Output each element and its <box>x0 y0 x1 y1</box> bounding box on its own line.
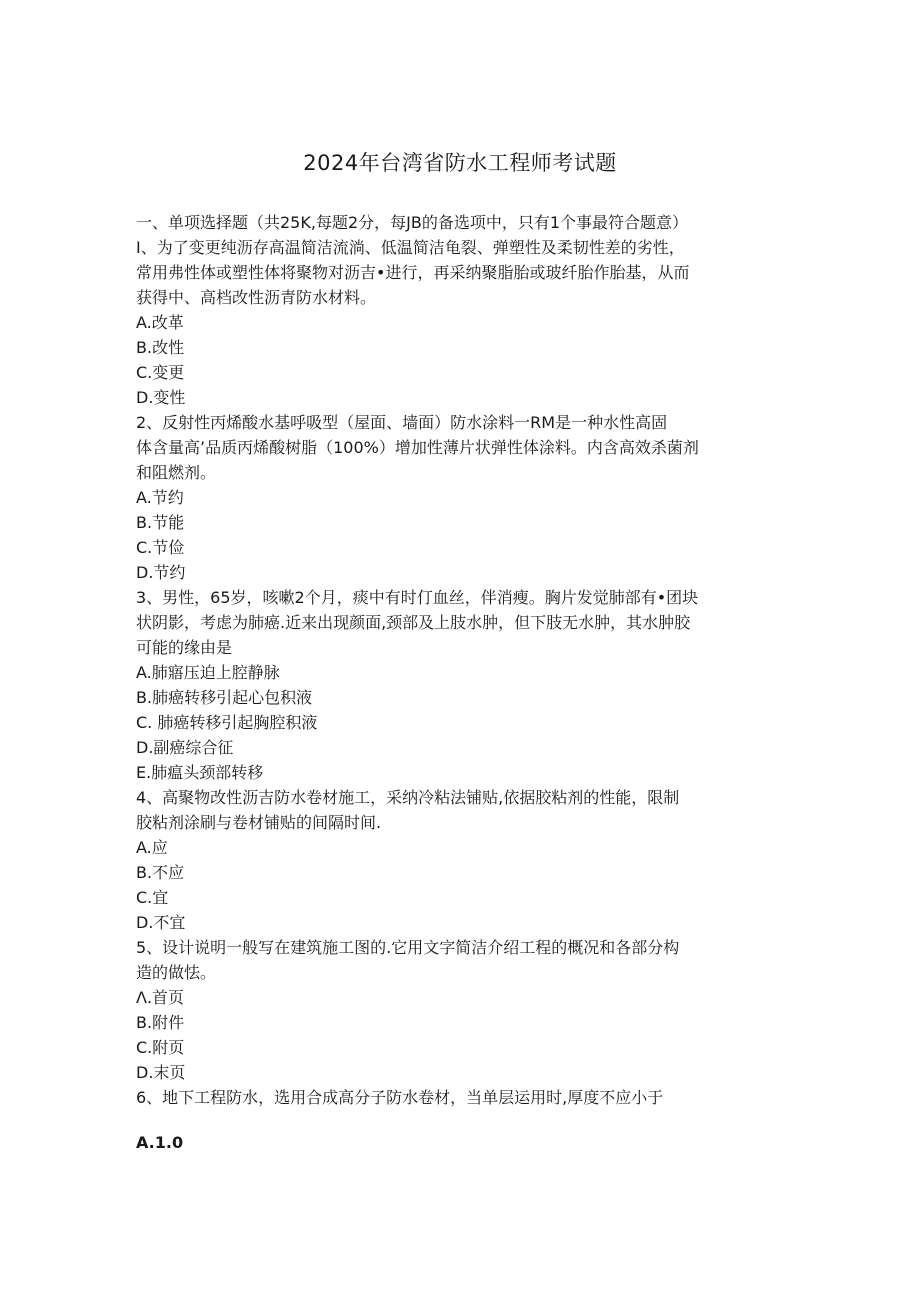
option-d: D.末页 <box>136 1063 186 1082</box>
option-c: C.附页 <box>136 1038 185 1057</box>
section-header: 一、单项选择题（共25K,每题2分，每JB的备选项中，只有1个事最符合题意） <box>136 213 688 232</box>
option-d: D.不宜 <box>136 913 186 932</box>
option-c: C.变更 <box>136 363 185 382</box>
option-d: D.变性 <box>136 388 186 407</box>
option-a: Λ.首页 <box>136 988 185 1007</box>
question-text-line: 和阻燃剂。 <box>136 463 217 482</box>
question-text-line: I、为了变更纯沥存高温简洁流淌、低温简洁龟裂、弹塑性及柔韧性差的劣性， <box>136 238 685 257</box>
option-b: B.附件 <box>136 1013 185 1032</box>
question-5 <box>136 935 786 1085</box>
question-text-line: 4、高聚物改性沥吉防水卷材施工，采纳冷粘法铺贴,依据胶粘剂的性能，限制 <box>136 788 680 807</box>
option-b: B.改性 <box>136 338 185 357</box>
option-e: E.肺瘟头颈部转移 <box>136 763 264 782</box>
question-text-line: 状阴影，考虑为肺癌.近来出现颜面,颈部及上肢水肿，但下肢无水肿，其水肿胶 <box>136 613 691 632</box>
option-b: B.节能 <box>136 513 185 532</box>
question-text-line: 可能的缘由是 <box>136 638 233 657</box>
option-a: A.节约 <box>136 488 184 507</box>
question-text-line: 胶粘剂涂刷与卷材铺贴的间隔时间. <box>136 813 382 832</box>
question-2 <box>136 410 786 585</box>
option-c: C.宜 <box>136 888 169 907</box>
option-a: A.改革 <box>136 313 184 332</box>
option-b: B.不应 <box>136 863 185 882</box>
option-c: C.节俭 <box>136 538 185 557</box>
question-text-line: 造的做怯。 <box>136 963 217 982</box>
question-6 <box>136 1085 786 1110</box>
question-4 <box>136 785 786 935</box>
blank-gap <box>136 1110 786 1130</box>
option-a: A.1.0 <box>136 1133 184 1152</box>
question-3 <box>136 585 786 785</box>
option-c: C. 肺癌转移引起胸腔积液 <box>136 713 318 732</box>
question-text-line: 获得中、高档改性沥青防水材料。 <box>136 288 377 307</box>
page-title: 2024年台湾省防水工程师考试题 <box>303 151 617 175</box>
option-b: B.肺癌转移引起心包积液 <box>136 688 313 707</box>
question-text-line: 常用弗性体或塑性体将聚物对沥吉•进行，再采纳聚脂胎或玻纤胎作胎基，从而 <box>136 263 690 282</box>
option-a: A.肺寤压迫上腔静脉 <box>136 663 280 682</box>
exam-content <box>136 210 786 1155</box>
option-a: A.应 <box>136 838 168 857</box>
question-1 <box>136 235 786 410</box>
question-text-line: 5、设计说明一般写在建筑施工图的.它用文字简洁介绍工程的概况和各部分构 <box>136 938 680 957</box>
question-text-line: 2、反射性丙烯酸水基呼吸型（屋面、墙面）防水涂料一RM是一种水性高固 <box>136 413 668 432</box>
question-text-line: 3、男性，65岁，咳嗽2个月，痰中有时仃血丝，伴消瘦。胸片发觉肺部有•团块 <box>136 588 699 607</box>
option-d: D.副癌综合征 <box>136 738 234 757</box>
question-text-line: 6、地下工程防水，选用合成高分子防水卷材，当单层运用时,厚度不应小于 <box>136 1088 664 1107</box>
option-d: D.节约 <box>136 563 186 582</box>
question-text-line: 体含量高’品质丙烯酸树脂（100%）增加性薄片状弹性体涂料。内含高效杀菌剂 <box>136 438 699 457</box>
